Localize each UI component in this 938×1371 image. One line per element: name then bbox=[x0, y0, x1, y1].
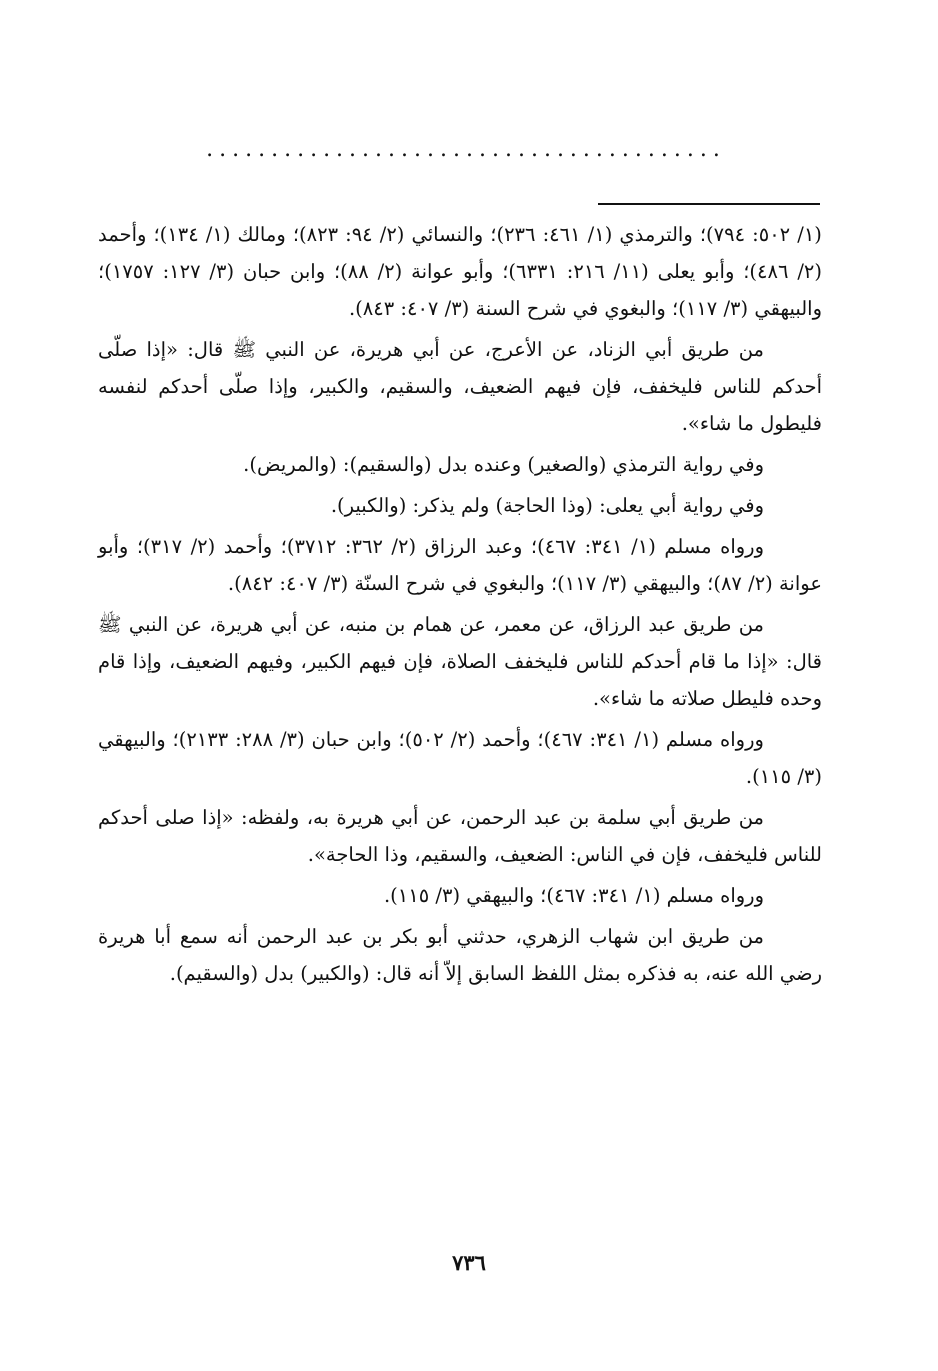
footnote-paragraph: (١/ ٥٠٢: ٧٩٤)؛ والترمذي (١/ ٤٦١: ٢٣٦)؛ والنسائي (٢/ ٩٤: ٨٢٣)؛ ومالك (١/ ١٣٤)؛ وأحمد (٢/ ٤٨٦)؛ وأبو يعلى (١١/ ٢١٦: ٦٣٣١)؛ وأبو عوانة (٢/ ٨٨)؛ وابن حبان (٣/ ١٢٧: ١٧٥٧)؛ والبيهقي (٣/ ١١٧)؛ والبغوي في شرح السنة (٣/ ٤٠٧: ٨٤٣). bbox=[98, 223, 822, 320]
page-number: ٧٣٦ bbox=[452, 1250, 486, 1275]
footnote-paragraph: من طريق أبي الزناد، عن الأعرج، عن أبي هريرة، عن النبي ﷺ قال: «إذا صلّى أحدكم للناس فليخفف، فإن فيهم الضعيف، والسقيم، والكبير، وإذا صلّى أحدكم لنفسه فليطول ما شاء». bbox=[98, 338, 822, 435]
footnote-paragraph: من طريق عبد الرزاق، عن معمر، عن همام بن منبه، عن أبي هريرة، عن النبي ﷺ قال: «إذا ما قام أحدكم للناس فليخفف الصلاة، فإن فيهم الكبير، وفيهم الضعيف، وإذا قام وحده فليطل صلاته ما شاء». bbox=[98, 613, 822, 710]
footnote-paragraph: وفي رواية أبي يعلى: (وذا الحاجة) ولم يذكر: (والكبير). bbox=[330, 494, 764, 517]
footnote-rule bbox=[598, 203, 820, 205]
footnotes-block bbox=[98, 216, 822, 996]
footnote-paragraph: ورواه مسلم (١/ ٣٤١: ٤٦٧)؛ والبيهقي (٣/ ١١٥). bbox=[383, 884, 764, 907]
footnote-paragraph: ورواه مسلم (١/ ٣٤١: ٤٦٧)؛ وعبد الرزاق (٢/ ٣٦٢: ٣٧١٢)؛ وأحمد (٢/ ٣١٧)؛ وأبو عوانة (٢/ ٨٧)؛ والبيهقي (٣/ ١١٧)؛ والبغوي في شرح السنّة (٣/ ٤٠٧: ٨٤٢). bbox=[98, 535, 822, 595]
footnote-paragraph: من طريق ابن شهاب الزهري، حدثني أبو بكر بن عبد الرحمن أنه سمع أبا هريرة رضي الله عنه، به فذكره بمثل اللفظ السابق إلاّ أنه قال: (والكبير) بدل (والسقيم). bbox=[98, 925, 822, 985]
footnote-paragraph: وفي رواية الترمذي (والصغير) وعنده بدل (والسقيم): (والمريض). bbox=[243, 453, 764, 476]
footnote-paragraph: من طريق أبي سلمة بن عبد الرحمن، عن أبي هريرة به، ولفظه: «إذا صلى أحدكم للناس فليخفف، فإن في الناس: الضعيف، والسقيم، وذا الحاجة». bbox=[98, 806, 822, 866]
separator-dots: ........................................ bbox=[206, 138, 726, 162]
footnote-paragraph: ورواه مسلم (١/ ٣٤١: ٤٦٧)؛ وأحمد (٢/ ٥٠٢)؛ وابن حبان (٣/ ٢٨٨: ٢١٣٣)؛ والبيهقي (٣/ ١١٥). bbox=[98, 728, 822, 788]
